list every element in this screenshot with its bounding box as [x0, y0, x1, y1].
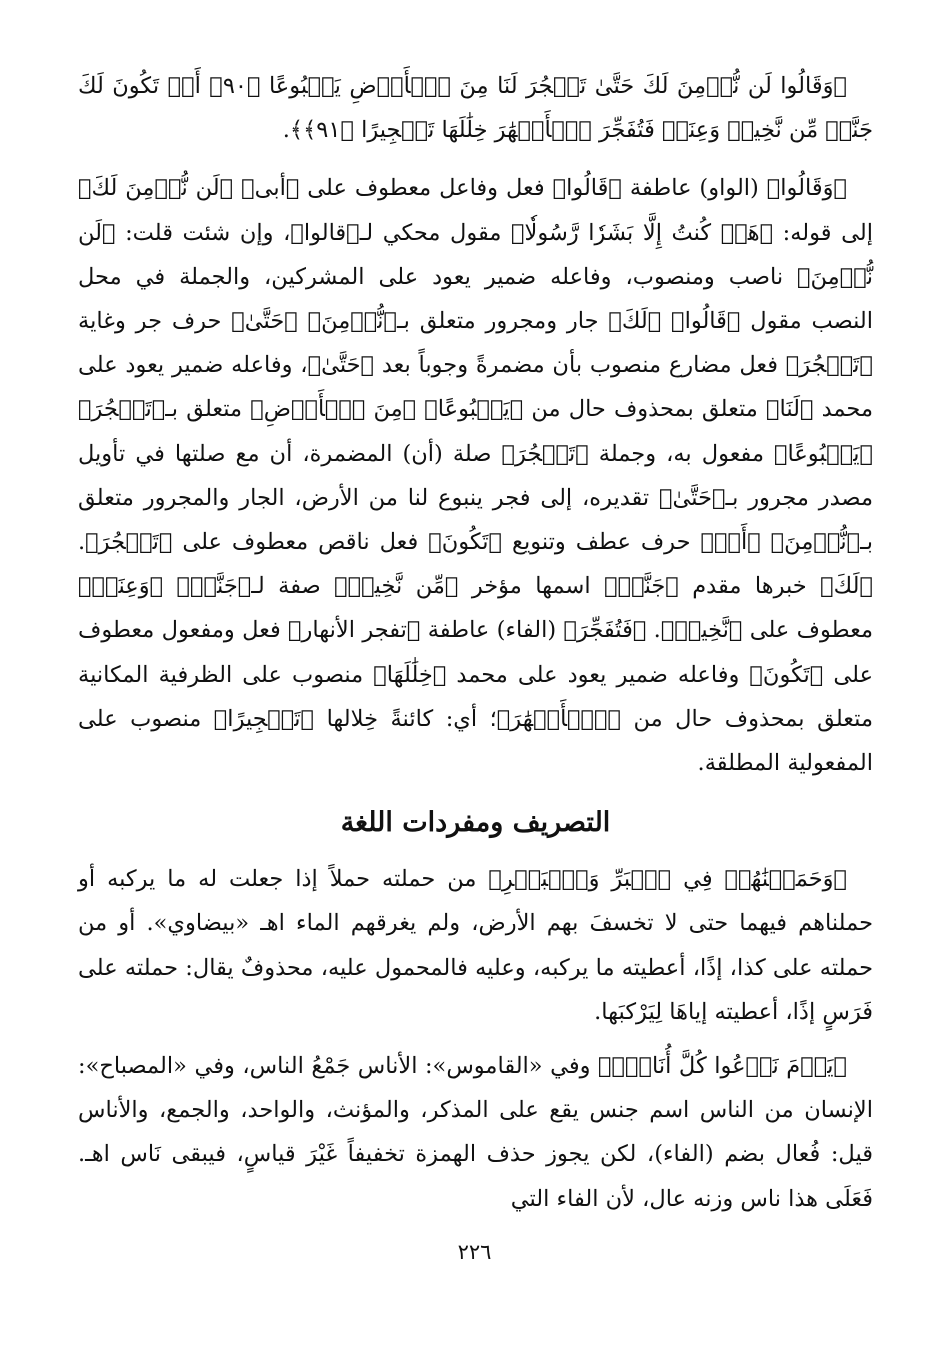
quran-verse-block: ﴿وَقَالُوا لَن نُّؤۡمِنَ لَكَ حَتَّىٰ تَفۡجُرَ لَنَا مِنَ ٱلۡأَرۡضِ يَنۢبُوعًا ﴿٩٠﴾ أَوۡ تَكُونَ لَكَ جَنَّةٞ مِّن نَّخِيلٖ وَعِنَبٖ فَتُفَجِّرَ ٱلۡأَنۡهَٰرَ خِلَٰلَهَا تَفۡجِيرًا ﴿٩١﴾﴾. — [78, 73, 873, 144]
section-heading: التصريف ومفردات اللغة — [340, 807, 611, 839]
vocab-paragraph-2: ﴿يَوۡمَ نَدۡعُوا كُلَّ أُنَاسِۢ﴾ وفي «القاموس»: الأناس جَمْعُ الناس، وفي «المصباح»: الإنسان من الناس اسم جنس يقع على المذكر، والمؤنث، والواحد، والجمع، والأناس قيل: فُعال بضم (الفاء)، لكن يجوز حذف الهمزة تخفيفاً غَيْرَ قياسٍ، فيبقى نَاس اهـ. فَعَلَى هذا ناس وزنه عال، لأن الفاء التي — [78, 1053, 873, 1212]
i3rab-paragraph: ﴿وَقَالُوا﴾ (الواو) عاطفة ﴿قَالُوا﴾ فعل وفاعل معطوف على ﴿أبى﴾ ﴿لَن نُّؤۡمِنَ لَكَ﴾ إلى قوله: ﴿هَلۡ كُنتُ إِلَّا بَشَرٗا رَّسُولٗا﴾ مقول محكي لـ﴿قالوا﴾، وإن شئت قلت: ﴿لَن نُّؤۡمِنَ﴾ ناصب ومنصوب، وفاعله ضمير يعود على المشركين، والجملة في محل النصب مقول ﴿قَالُوا﴾ ﴿لَكَ﴾ جار ومجرور متعلق بـ﴿نُّؤۡمِنَ﴾ ﴿حَتَّىٰ﴾ حرف جر وغاية ﴿تَفۡجُرَ﴾ فعل مضارع منصوب بأن مضمرةً وجوباً بعد ﴿حَتَّىٰ﴾، وفاعله ضمير يعود على محمد ﴿لَنَا﴾ متعلق بمحذوف حال من ﴿يَنۢبُوعًا﴾ ﴿مِنَ ٱلۡأَرۡضِ﴾ متعلق بـ﴿تَفۡجُرَ﴾ ﴿يَنۢبُوعًا﴾ مفعول به، وجملة ﴿تَفۡجُرَ﴾ صلة (أن) المضمرة، أن مع صلتها في تأويل مصدر مجرور بـ﴿حَتَّىٰ﴾ تقديره، إلى فجر ينبوع لنا من الأرض، الجار والمجرور متعلق بـ﴿نُّؤۡمِنَ﴾ ﴿أَوۡ﴾ حرف عطف وتنويع ﴿تَكُونَ﴾ فعل ناقص معطوف على ﴿تَفۡجُرَ﴾. ﴿لَكَ﴾ خبرها مقدم ﴿جَنَّةٞ﴾ اسمها مؤخر ﴿مِّن نَّخِيلٖ﴾ صفة لـ﴿جَنَّةٞ﴾ ﴿وَعِنَبٖ﴾ معطوف على ﴿نَّخِيلٖ﴾. ﴿فَتُفَجِّرَ﴾ (الفاء) عاطفة ﴿تفجر الأنهار﴾ فعل ومفعول معطوف على ﴿تَكُونَ﴾ وفاعله ضمير يعود على محمد ﴿خِلَٰلَهَا﴾ منصوب على الظرفية المكانية متعلق بمحذوف حال من ﴿ٱلۡأَنۡهَٰرَ﴾؛ أي: كائنةً خِلالها ﴿تَفۡجِيرًا﴾ منصوب على المفعولية المطلقة. — [78, 175, 873, 777]
page-number: ٢٢٦ — [457, 1240, 492, 1264]
page-body — [78, 64, 873, 1221]
vocab-paragraph-1: ﴿وَحَمَلۡنَٰهُمۡ فِي ٱلۡبَرِّ وَٱلۡبَحۡرِ﴾ من حملته حملاً إذا جعلت له ما يركبه أو حملناهم فيهما حتى لا تخسفَ بهم الأرض، ولم يغرقهم الماء اهـ «بيضاوي». أو من حملته على كذا، إذًا، أعطيته ما يركبه، وعليه فالمحمول عليه، محذوفٌ يقال: حملته على فَرَسٍ إذًا، أعطيته إياهَا لِيَرْكبَها. — [78, 866, 873, 1025]
paragraph-gap — [78, 1034, 873, 1044]
